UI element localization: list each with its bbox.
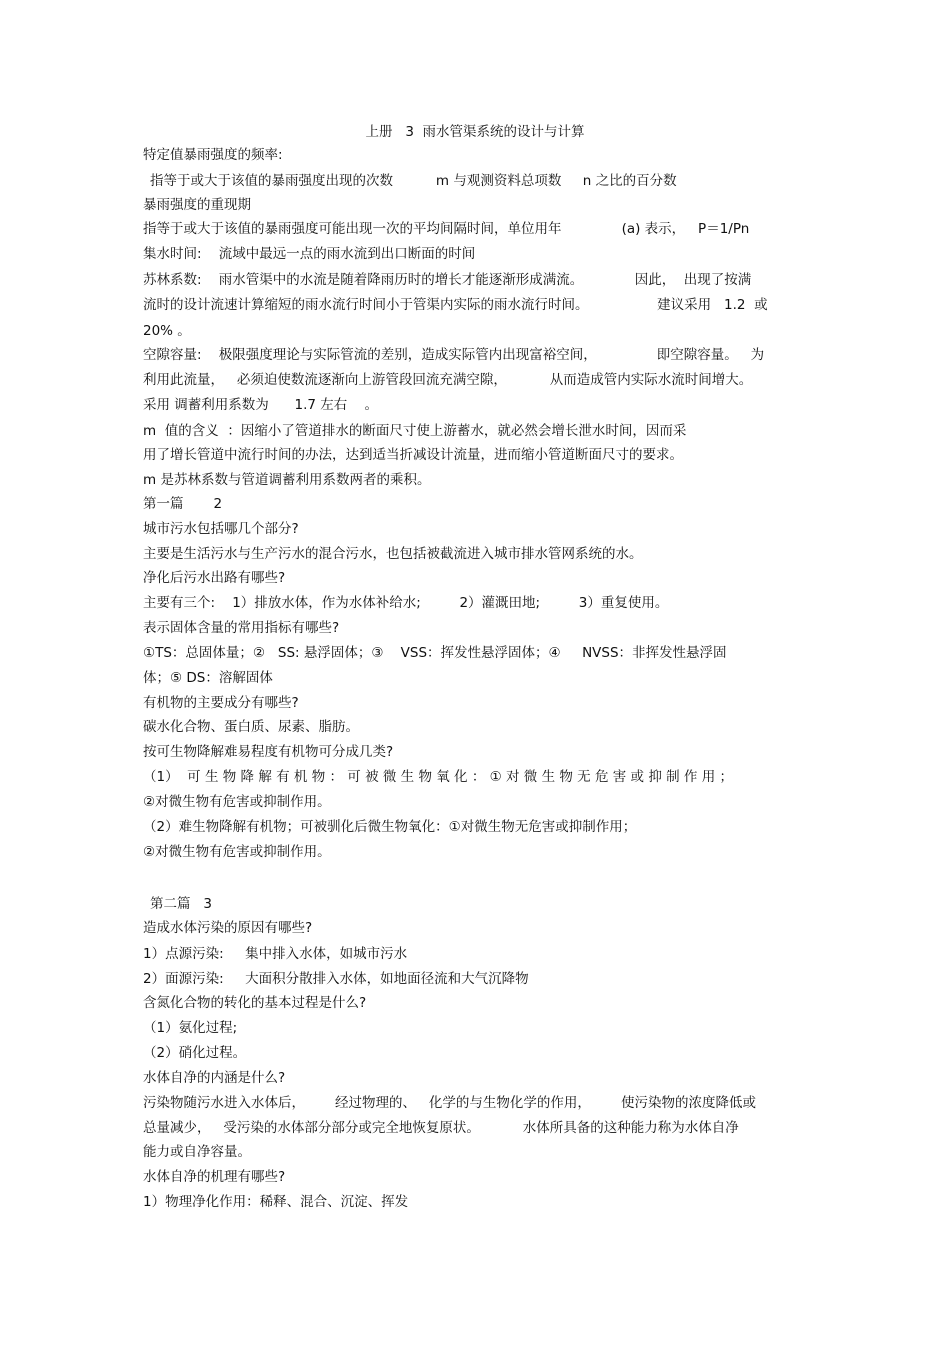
text-line: 空隙容量: 极限强度理论与实际管流的差别，造成实际管内出现富裕空间， 即空隙容量。 为	[143, 347, 765, 363]
text-line: 流时的设计流速计算缩短的雨水流行时间小于管渠内实际的雨水流行时间。 建议采用 1.2 或	[143, 297, 768, 313]
text-line: ②对微生物有危害或抑制作用。	[143, 844, 331, 860]
text-line: 能力或自净容量。	[143, 1144, 251, 1160]
text-line: 利用此流量， 必须迫使数流逐渐向上游管段回流充满空隙， 从而造成管内实际水流时间增大。	[143, 372, 753, 388]
text-line: 第二篇 3	[150, 896, 212, 912]
text-line: 水体自净的内涵是什么?	[143, 1070, 286, 1086]
text-line: m 值的含义 ：因缩小了管道排水的断面尺寸使上游蓄水，就必然会增长泄水时间，因而采	[143, 423, 687, 439]
text-line: 集水时间: 流域中最远一点的雨水流到出口断面的时间	[143, 246, 476, 262]
text-line: 用了增长管道中流行时间的办法，达到适当折减设计流量，进而缩小管道断面尺寸的要求。	[143, 447, 683, 463]
text-line: 含氮化合物的转化的基本过程是什么?	[143, 995, 367, 1011]
text-line: 暴雨强度的重现期	[143, 197, 251, 213]
text-line: 主要是生活污水与生产污水的混合污水，也包括被截流进入城市排水管网系统的水。	[143, 546, 643, 562]
text-line: 水体自净的机理有哪些?	[143, 1169, 286, 1185]
text-line: 1）点源污染: 集中排入水体，如城市污水	[143, 946, 408, 962]
text-line: （1）氨化过程;	[143, 1020, 238, 1036]
text-line: m 是苏林系数与管道调蓄利用系数两者的乘积。	[143, 472, 431, 488]
text-line: 净化后污水出路有哪些?	[143, 570, 286, 586]
text-line: 污染物随污水进入水体后， 经过物理的、 化学的与生物化学的作用， 使污染物的浓度降低或	[143, 1095, 756, 1111]
text-line: 20% 。	[143, 323, 191, 339]
text-line: （2）难生物降解有机物；可被驯化后微生物氧化：①对微生物无危害或抑制作用；	[143, 819, 637, 835]
text-line: 采用 调蓄利用系数为 1.7 左右 。	[143, 397, 378, 413]
text-line: 1）物理净化作用：稀释、混合、沉淀、挥发	[143, 1194, 409, 1210]
text-line: 表示固体含量的常用指标有哪些?	[143, 620, 340, 636]
text-line: （1） 可 生 物 降 解 有 机 物 ： 可 被 微 生 物 氧 化 ： ① 对 微 生 物 无 危 害 或 抑 制 作 用 ；	[143, 769, 734, 785]
text-line: 体；⑤ DS：溶解固体	[143, 670, 273, 686]
text-line: ②对微生物有危害或抑制作用。	[143, 794, 331, 810]
text-line: 指等于或大于该值的暴雨强度可能出现一次的平均间隔时间，单位用年 (a) 表示， P＝1/Pn	[143, 221, 750, 237]
text-line: ①TS：总固体量；② SS: 悬浮固体；③ VSS：挥发性悬浮固体；④ NVSS：非挥发性悬浮固	[143, 645, 727, 661]
text-line: 有机物的主要成分有哪些?	[143, 695, 299, 711]
text-line: 碳水化合物、蛋白质、尿素、脂肪。	[143, 719, 359, 735]
text-line: 造成水体污染的原因有哪些?	[143, 920, 313, 936]
text-line: 特定值暴雨强度的频率:	[143, 147, 283, 163]
document-title: 上册 3 雨水管渠系统的设计与计算	[365, 124, 585, 140]
text-line: 按可生物降解难易程度有机物可分成几类?	[143, 744, 394, 760]
text-line: 城市污水包括哪几个部分?	[143, 521, 299, 537]
text-line: 主要有三个: 1）排放水体，作为水体补给水; 2）灌溉田地; 3）重复使用。	[143, 595, 669, 611]
text-line: 指等于或大于该值的暴雨强度出现的次数 m 与观测资料总项数 n 之比的百分数	[150, 173, 677, 189]
text-line: 第一篇 2	[143, 496, 223, 512]
text-line: 2）面源污染: 大面积分散排入水体，如地面径流和大气沉降物	[143, 971, 529, 987]
text-line: 苏林系数: 雨水管渠中的水流是随着降雨历时的增长才能逐渐形成满流。 因此， 出现了按满	[143, 272, 752, 288]
text-line: 总量减少， 受污染的水体部分部分或完全地恢复原状。 水体所具备的这种能力称为水体自净	[143, 1120, 739, 1136]
text-line: （2）硝化过程。	[143, 1045, 247, 1061]
